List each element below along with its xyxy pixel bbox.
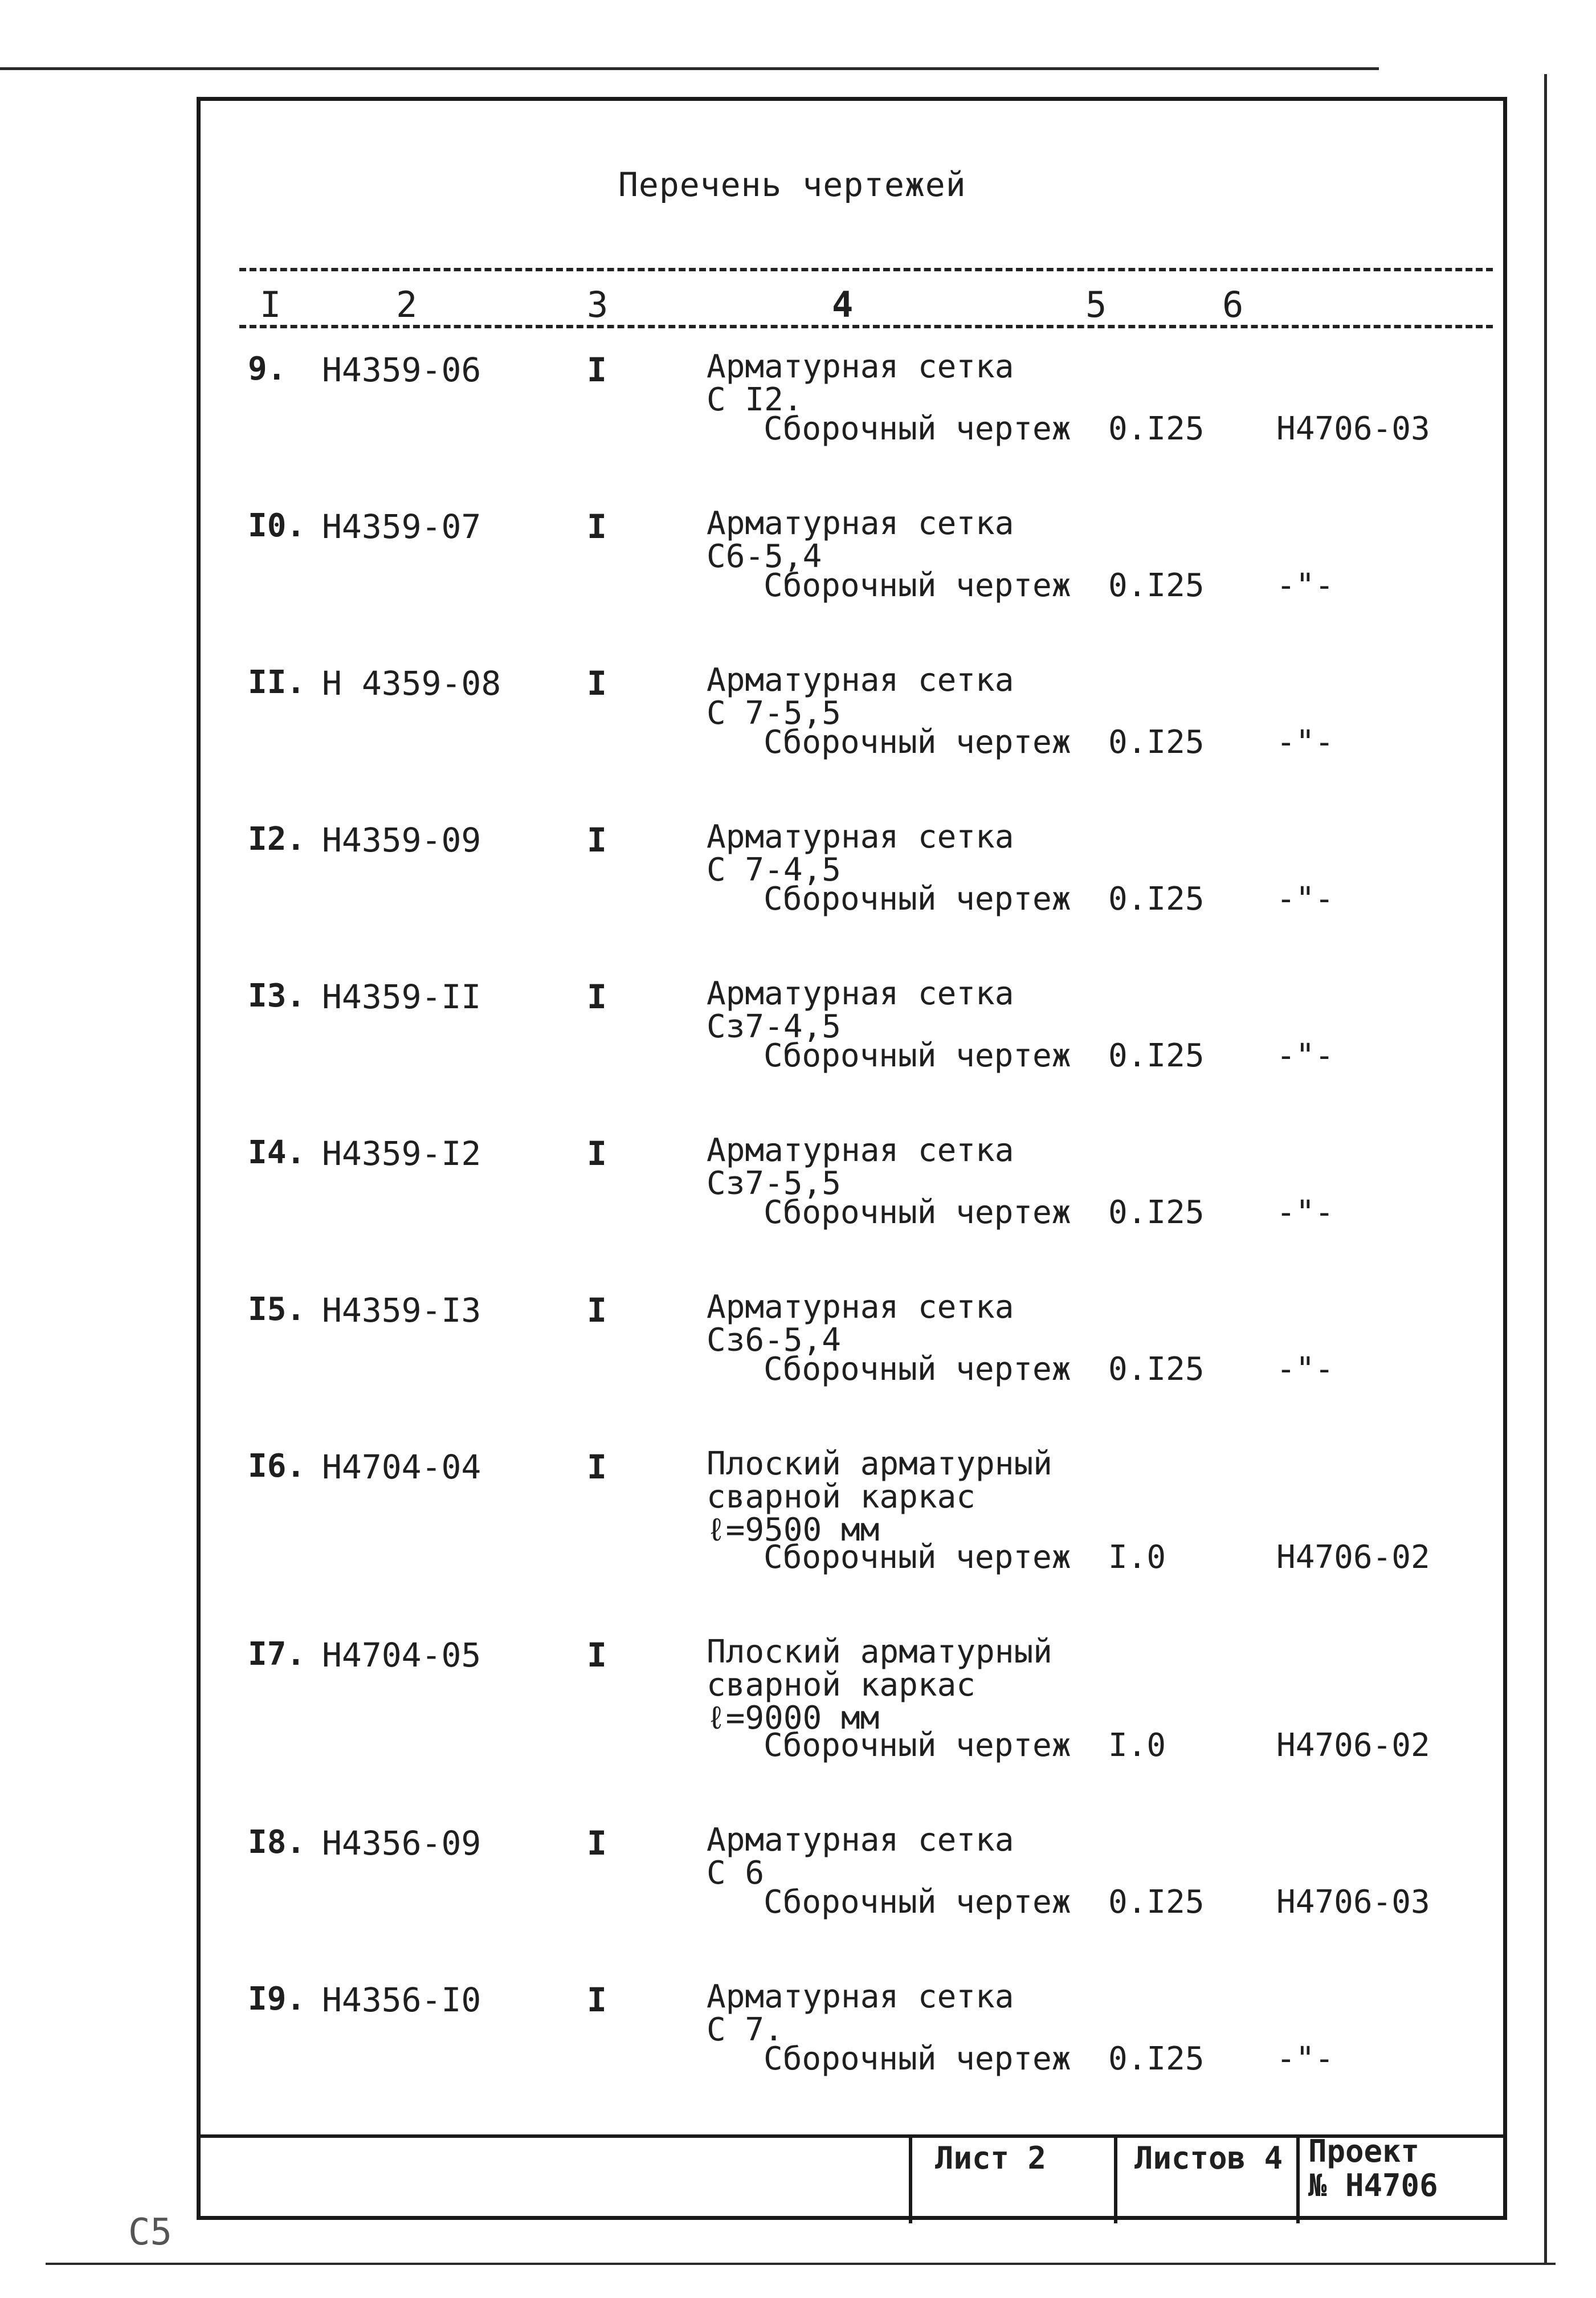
assembly-drawing-label: Сборочный чертеж: [764, 724, 1071, 761]
assembly-drawing-label: Сборочный чертеж: [764, 881, 1071, 918]
header-col-4: 4: [832, 284, 854, 325]
assembly-drawing-label: Сборочный чертеж: [764, 567, 1071, 604]
stamp-sheets-total: Листов 4: [1134, 2140, 1283, 2176]
header-col-2: 2: [396, 284, 418, 325]
scale-value: 0.I25: [1108, 410, 1205, 447]
scale-value: 0.I25: [1108, 1351, 1205, 1388]
scale-value: 0.I25: [1108, 567, 1205, 604]
reference-code: Н4706-02: [1276, 1727, 1430, 1764]
row-number: I5.: [248, 1291, 306, 1328]
assembly-drawing-label: Сборочный чертеж: [764, 1194, 1071, 1231]
sheet-count: I: [587, 1448, 607, 1486]
stamp-project-cell: [1296, 2133, 1504, 2223]
item-name: Арматурная сетка С 7-5,5: [707, 662, 1014, 732]
sheet-count: I: [587, 664, 607, 703]
drawing-code: Н4359-07: [322, 507, 481, 546]
stamp-sheets-total-cell: [1114, 2138, 1296, 2223]
sheet-count: I: [587, 821, 607, 859]
stamp-sheet: Лист 2: [935, 2140, 1047, 2176]
assembly-drawing-label: Сборочный чертеж: [764, 1884, 1071, 1921]
scale-value: 0.I25: [1108, 1884, 1205, 1921]
item-name: Арматурная сетка С 6: [707, 1822, 1014, 1892]
table-row: [0, 818, 1596, 969]
table-row: [0, 507, 1596, 655]
stamp-project-label: Проект: [1308, 2133, 1420, 2169]
row-number: I4.: [248, 1134, 306, 1171]
header-col-6: 6: [1222, 284, 1244, 325]
drawing-code: Н4704-04: [322, 1448, 481, 1486]
row-number: I9.: [248, 1981, 306, 2018]
reference-code: Н4706-03: [1276, 1884, 1430, 1921]
row-number: II.: [248, 664, 306, 701]
drawing-code: Н4704-05: [322, 1636, 481, 1674]
sheet-count: I: [587, 1291, 607, 1330]
stamp-sheet-cell: [909, 2138, 1114, 2223]
row-number: I8.: [248, 1824, 306, 1861]
drawing-code: Н4359-I2: [322, 1134, 481, 1173]
item-name: Арматурная сетка С 7-4,5: [707, 818, 1014, 889]
sheet-count: I: [587, 1134, 607, 1173]
reference-code: -"-: [1276, 1037, 1334, 1074]
row-number: 9.: [248, 351, 287, 388]
row-number: I7.: [248, 1636, 306, 1673]
item-name: Арматурная сетка Сз7-4,5: [707, 975, 1014, 1045]
header-col-3: 3: [587, 284, 609, 325]
table-row: [0, 1291, 1596, 1439]
item-name: Плоский арматурный сварной каркас ℓ=9000 мм: [707, 1633, 1052, 1737]
sheet-count: I: [587, 351, 607, 389]
item-name: Арматурная сетка С 7.: [707, 1978, 1014, 2048]
assembly-drawing-label: Сборочный чертеж: [764, 1037, 1071, 1074]
drawing-code: Н 4359-08: [322, 664, 501, 703]
reference-code: Н4706-03: [1276, 410, 1430, 447]
item-name: Арматурная сетка С I2.: [707, 348, 1014, 418]
assembly-drawing-label: Сборочный чертеж: [764, 1727, 1071, 1764]
sheet-count: I: [587, 1636, 607, 1674]
drawing-code: Н4359-06: [322, 351, 481, 389]
assembly-drawing-label: Сборочный чертеж: [764, 1351, 1071, 1388]
row-number: I6.: [248, 1448, 306, 1485]
assembly-drawing-label: Сборочный чертеж: [764, 2040, 1071, 2077]
stamp-project-number: № Н4706: [1308, 2167, 1438, 2203]
item-name: Арматурная сетка С6-5,4: [707, 505, 1014, 575]
reference-code: -"-: [1276, 2040, 1334, 2077]
sheet-count: I: [587, 977, 607, 1016]
scale-value: 0.I25: [1108, 1194, 1205, 1231]
table-row: [0, 1978, 1596, 2129]
table-row: [0, 977, 1596, 1126]
scale-value: I.0: [1108, 1727, 1166, 1764]
table-header: [239, 268, 1493, 331]
item-name: Арматурная сетка Сз6-5,4: [707, 1289, 1014, 1359]
drawing-code: Н4359-09: [322, 821, 481, 859]
page-title: Перечень чертежей: [618, 165, 966, 204]
drawing-code: Н4356-I0: [322, 1981, 481, 2019]
header-col-5: 5: [1085, 284, 1107, 325]
scale-value: I.0: [1108, 1539, 1166, 1576]
scale-value: 0.I25: [1108, 2040, 1205, 2077]
reference-code: -"-: [1276, 567, 1334, 604]
assembly-drawing-label: Сборочный чертеж: [764, 410, 1071, 447]
table-row: [0, 1824, 1596, 1972]
row-number: I3.: [248, 977, 306, 1014]
assembly-drawing-label: Сборочный чертеж: [764, 1539, 1071, 1576]
drawing-code: Н4359-II: [322, 977, 481, 1016]
table-row: [0, 1633, 1596, 1784]
sheet-count: I: [587, 1824, 607, 1863]
scale-value: 0.I25: [1108, 1037, 1205, 1074]
item-name: Плоский арматурный сварной каркас ℓ=9500 мм: [707, 1445, 1052, 1549]
sheet-count: I: [587, 507, 607, 546]
page-edge-bottom: [46, 2263, 1556, 2265]
page-edge-top: [0, 67, 1379, 70]
reference-code: -"-: [1276, 881, 1334, 918]
header-col-1: I: [260, 284, 281, 325]
row-number: I0.: [248, 507, 306, 544]
drawing-code: Н4356-09: [322, 1824, 481, 1863]
drawing-code: Н4359-I3: [322, 1291, 481, 1330]
scale-value: 0.I25: [1108, 881, 1205, 918]
sheet-count: I: [587, 1981, 607, 2019]
corner-mark: С5: [128, 2211, 173, 2254]
header-dash-bottom: [239, 325, 1493, 328]
table-row: [0, 348, 1596, 499]
table-row: [0, 1445, 1596, 1596]
table-row: [0, 664, 1596, 812]
header-dash-top: [239, 268, 1493, 271]
scale-value: 0.I25: [1108, 724, 1205, 761]
table-row: [0, 1134, 1596, 1282]
reference-code: -"-: [1276, 1194, 1334, 1231]
reference-code: -"-: [1276, 1351, 1334, 1388]
item-name: Арматурная сетка Сз7-5,5: [707, 1132, 1014, 1202]
reference-code: -"-: [1276, 724, 1334, 761]
title-block: [197, 2134, 1507, 2220]
reference-code: Н4706-02: [1276, 1539, 1430, 1576]
row-number: I2.: [248, 821, 306, 858]
